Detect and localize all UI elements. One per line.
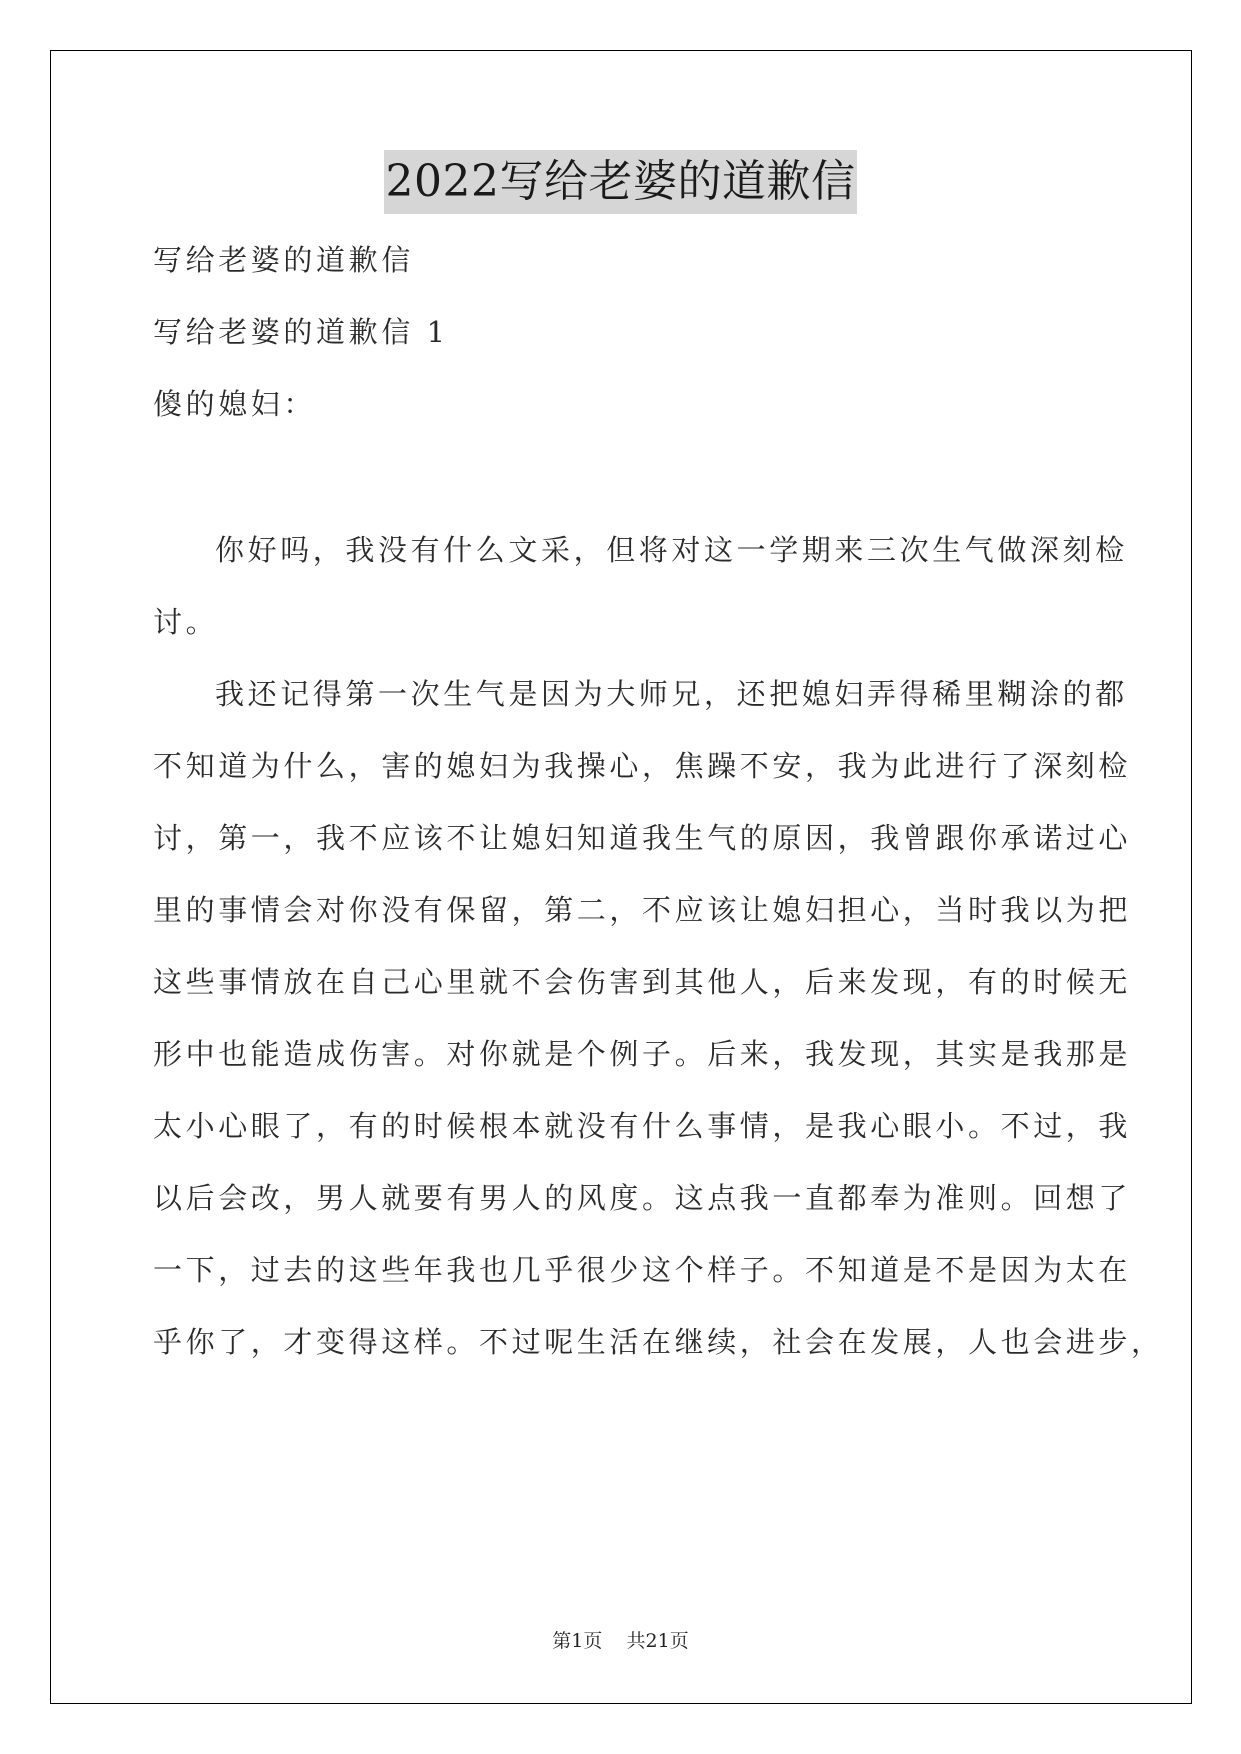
paragraph-line: 讨，第一，我不应该不让媳妇知道我生气的原因，我曾跟你承诺过心	[153, 821, 1132, 855]
paragraph-line: 一下，过去的这些年我也几乎很少这个样子。不知道是不是因为太在	[153, 1253, 1132, 1287]
paragraph-line: 你好吗，我没有什么文采，但将对这一学期来三次生气做深刻检	[215, 533, 1128, 567]
document-title: 2022写给老婆的道歉信	[384, 150, 858, 214]
paragraph-line: 这些事情放在自己心里就不会伤害到其他人，后来发现，有的时候无	[153, 965, 1132, 999]
paragraph-line: 形中也能造成伤害。对你就是个例子。后来，我发现，其实是我那是	[153, 1037, 1132, 1071]
paragraph-line: 不知道为什么，害的媳妇为我操心，焦躁不安，我为此进行了深刻检	[153, 749, 1132, 783]
paragraph-line: 以后会改，男人就要有男人的风度。这点我一直都奉为准则。回想了	[153, 1181, 1132, 1215]
salutation: 傻的媳妇：	[153, 387, 317, 421]
page-total: 共21页	[626, 1630, 689, 1652]
paragraph-line: 里的事情会对你没有保留，第二，不应该让媳妇担心，当时我以为把	[153, 893, 1132, 927]
subtitle-line: 写给老婆的道歉信	[153, 243, 414, 277]
section-heading: 写给老婆的道歉信 1	[153, 315, 449, 349]
paragraph-line: 太小心眼了，有的时候根本就没有什么事情，是我心眼小。不过，我	[153, 1109, 1132, 1143]
page-footer	[0, 1629, 1241, 1653]
paragraph-line: 我还记得第一次生气是因为大师兄，还把媳妇弄得稀里糊涂的都	[215, 677, 1128, 711]
paragraph-line: 乎你了，才变得这样。不过呢生活在继续，社会在发展，人也会进步，	[153, 1325, 1164, 1359]
page-border	[50, 50, 1192, 1704]
title-container	[0, 150, 1241, 214]
paragraph-line: 讨。	[153, 605, 219, 639]
page-number: 第1页	[552, 1630, 603, 1652]
